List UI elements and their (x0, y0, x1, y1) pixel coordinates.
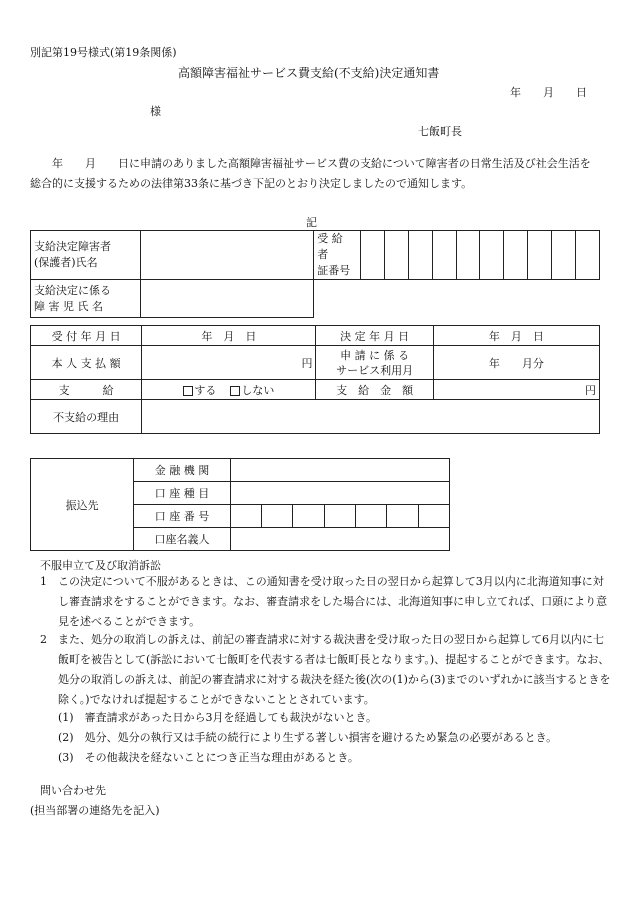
bank-field[interactable] (230, 459, 449, 482)
appeal-paragraph-2: 2 また、処分の取消しの訴えは、前記の審査請求に対する裁決書を受け取った日の翌日から起算して6月以内に七飯町を被告として(訴訟において七飯町を代表する者は七飯町長となります。)、提起することができます。なお、処分の取消しの訴えは、前記の審査請求に対する裁決を経た後(次の(1)から(3)までのいずれかに該当するときを除く。)でなければ提起することができないこととされています。 (40, 633, 611, 706)
checkbox-yes[interactable] (183, 386, 193, 396)
decision-table (30, 325, 600, 434)
bank-label: 金 融 機 関 (134, 459, 230, 482)
issuer: 七飯町長 (418, 125, 462, 138)
transfer-table (30, 458, 450, 551)
payment-label: 支 給 (31, 380, 142, 400)
recipient-digit[interactable] (528, 231, 552, 280)
recipient-digit[interactable] (408, 231, 432, 280)
recipient-digit[interactable] (480, 231, 504, 280)
recipient-digit[interactable] (456, 231, 480, 280)
applicant-label: 支給決定障害者 (保護者)氏名 (31, 231, 141, 280)
form-number: 別記第19号様式(第19条関係) (30, 46, 177, 59)
date-line: 年 月 日 (510, 86, 587, 99)
account-name-label: 口座名義人 (134, 528, 230, 551)
account-name-field[interactable] (230, 528, 449, 551)
recipient-digit[interactable] (384, 231, 408, 280)
recipient-digit[interactable] (552, 231, 576, 280)
appeal-item-2: (2) 処分、処分の執行又は手続の続行により生ずる著しい損害を避けるため緊急の必要があるとき。 (58, 731, 558, 744)
recipient-digit[interactable] (432, 231, 456, 280)
appeal-heading: 不服申立て及び取消訴訟 (40, 559, 161, 572)
intro-text: 年 月 日に申請のありました高額障害福祉サービス費の支給について障害者の日常生活及び社会生活を総合的に支援するための法律第33条に基づき下記のとおり決定しましたので通知します。 (30, 157, 591, 190)
account-digit[interactable] (387, 505, 418, 528)
account-type-label: 口 座 種 目 (134, 482, 230, 505)
account-number-label: 口 座 番 号 (134, 505, 230, 528)
contact-note: (担当部署の連絡先を記入) (30, 804, 160, 817)
addressee: 様 (150, 105, 161, 118)
recipient-digit[interactable] (361, 231, 385, 280)
page-title: 高額障害福祉サービス費支給(不支給)決定通知書 (178, 66, 440, 80)
received-date-label: 受 付 年 月 日 (31, 326, 142, 346)
received-date-field[interactable]: 年 月 日 (142, 326, 316, 346)
account-digit[interactable] (293, 505, 324, 528)
service-month-label: 申 請 に 係 る サービス利用月 (316, 346, 433, 380)
option-no-label: しない (241, 383, 275, 397)
payment-options (142, 380, 316, 400)
account-digit[interactable] (324, 505, 355, 528)
transfer-label: 振込先 (31, 459, 134, 551)
amount-label: 支 給 金 額 (316, 380, 433, 400)
self-pay-label: 本 人 支 払 額 (31, 346, 142, 380)
account-digit[interactable] (261, 505, 292, 528)
child-label: 支給決定に係る 障 害 児 氏 名 (31, 280, 141, 318)
applicant-name-field[interactable] (141, 231, 314, 280)
account-type-field[interactable] (230, 482, 449, 505)
self-pay-field[interactable]: 円 (142, 346, 316, 380)
account-digit[interactable] (355, 505, 386, 528)
appeal-item-1: (1) 審査請求があった日から3月を経過しても裁決がないとき。 (58, 711, 378, 724)
child-name-field[interactable] (141, 280, 314, 318)
amount-field[interactable]: 円 (433, 380, 599, 400)
service-month-field[interactable]: 年 月分 (433, 346, 599, 380)
contact-heading: 問い合わせ先 (40, 784, 106, 797)
applicant-table (30, 230, 600, 318)
recipient-digit[interactable] (504, 231, 528, 280)
account-digit[interactable] (418, 505, 449, 528)
recipient-digit[interactable] (575, 231, 599, 280)
account-digit[interactable] (230, 505, 261, 528)
recipient-label: 受 給 者 証番号 (314, 231, 361, 280)
reason-field[interactable] (142, 400, 600, 434)
appeal-paragraph-1: 1 この決定について不服があるときは、この通知書を受け取った日の翌日から起算して3月以内に北海道知事に対し審査請求をすることができます。なお、審査請求をした場合には、北海道知事に申し立てれば、口頭により意見を述べることができます。 (40, 575, 608, 628)
ki-heading: 記 (306, 216, 317, 229)
option-yes-label: する (194, 383, 217, 397)
decision-date-field[interactable]: 年 月 日 (433, 326, 599, 346)
reason-label: 不支給の理由 (31, 400, 142, 434)
decision-date-label: 決 定 年 月 日 (316, 326, 433, 346)
checkbox-no[interactable] (230, 386, 240, 396)
appeal-item-3: (3) その他裁決を経ないことにつき正当な理由があるとき。 (58, 751, 359, 764)
